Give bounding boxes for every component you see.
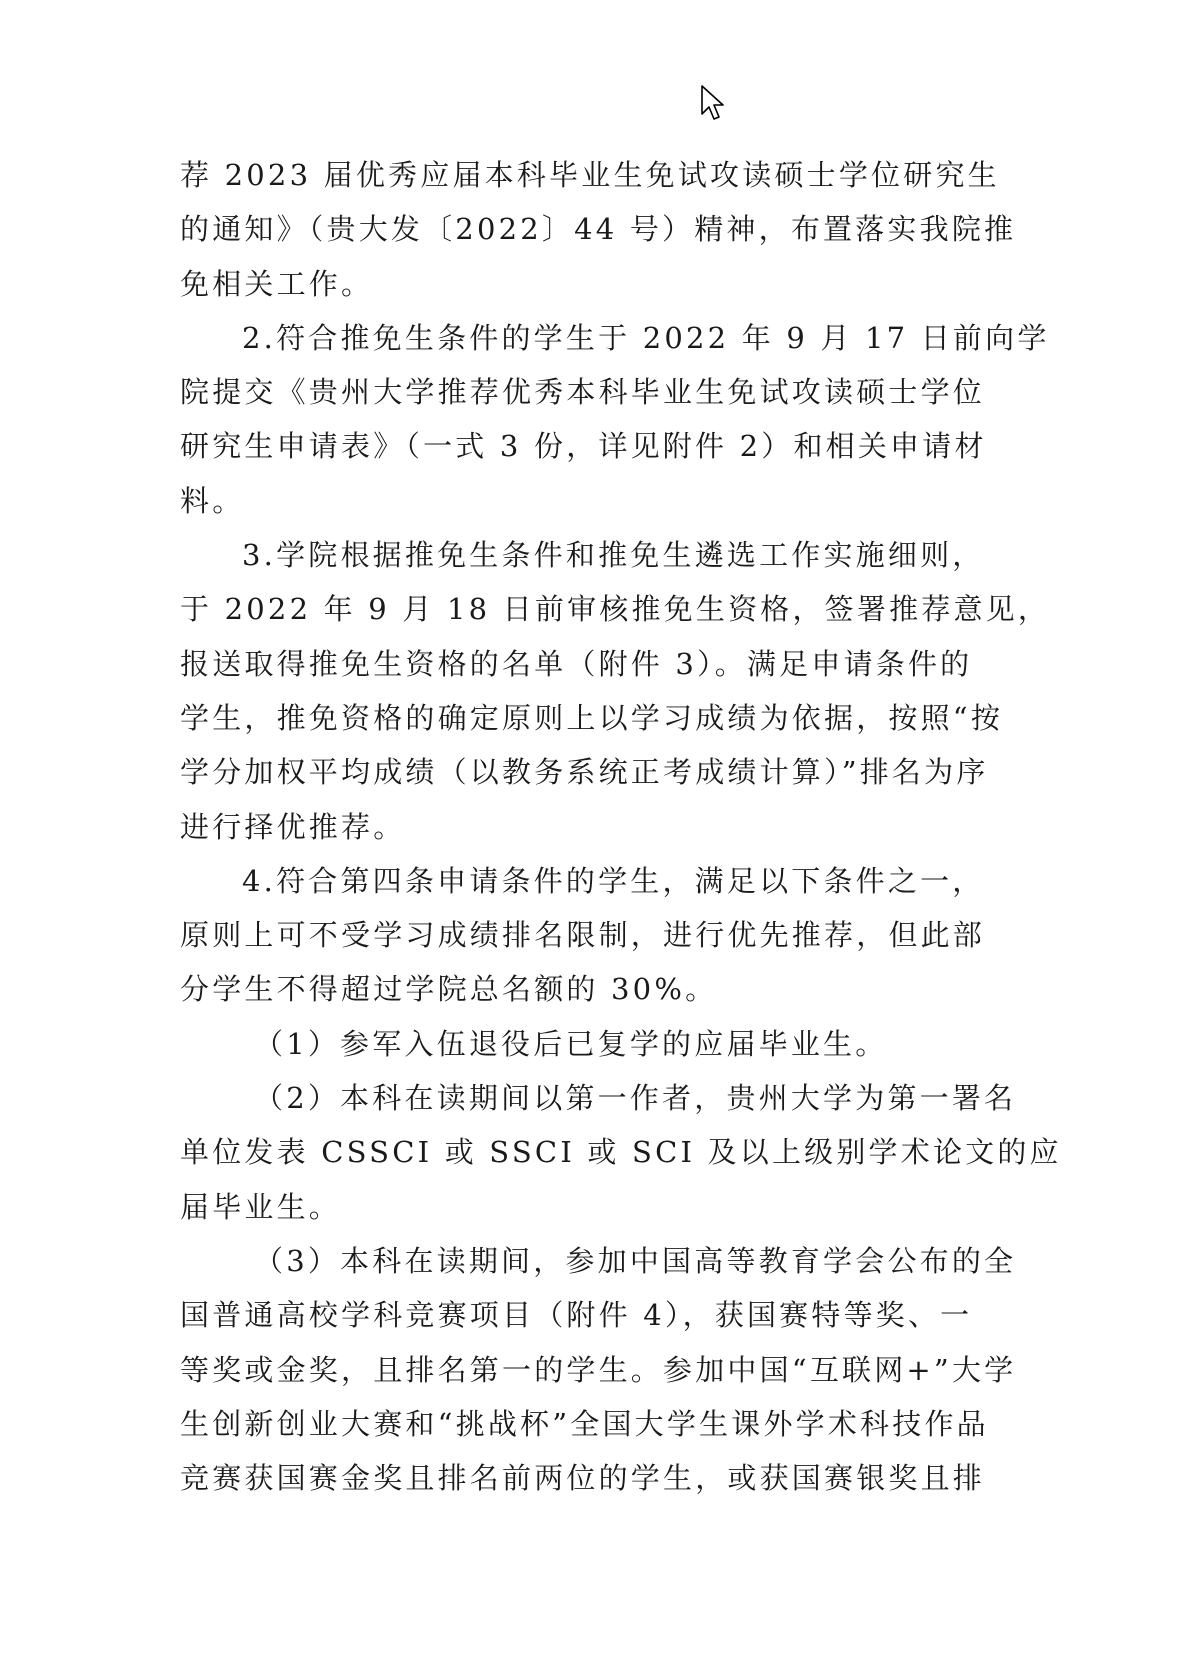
text-line: 分学生不得超过学院总名额的 30%。	[180, 972, 718, 1007]
text-line: 免相关工作。	[180, 266, 374, 301]
text-line: 国普通高校学科竞赛项目（附件 4），获国赛特等奖、一	[180, 1298, 973, 1333]
text-line: 研究生申请表》（一式 3 份，详见附件 2）和相关申请材	[180, 429, 987, 464]
mouse-pointer-icon	[700, 84, 726, 122]
text-line: 学分加权平均成绩（以教务系统正考成绩计算）”排名为序	[180, 755, 989, 790]
text-line: （2）本科在读期间以第一作者，贵州大学为第一署名	[254, 1081, 1017, 1116]
text-line: 进行择优推荐。	[180, 809, 406, 844]
text-line: 等奖或金奖，且排名第一的学生。参加中国“互联网+”大学	[180, 1352, 1017, 1387]
text-line: 学生，推免资格的确定原则上以学习成绩为依据，按照“按	[180, 700, 1004, 735]
text-line: （1）参军入伍退役后已复学的应届毕业生。	[254, 1026, 888, 1061]
text-line: 的通知》（贵大发〔2022〕44 号）精神，布置落实我院推	[180, 212, 1017, 247]
document-body	[180, 148, 1062, 1505]
text-line: （3）本科在读期间，参加中国高等教育学会公布的全	[254, 1243, 1017, 1278]
text-line: 于 2022 年 9 月 18 日前审核推免生资格，签署推荐意见，	[180, 592, 1051, 627]
text-line: 竞赛获国赛金奖且排名前两位的学生，或获国赛银奖且排	[180, 1461, 986, 1496]
text-line: 原则上可不受学习成绩排名限制，进行优先推荐，但此部	[180, 918, 986, 953]
text-line: 单位发表 CSSCI 或 SSCI 或 SCI 及以上级别学术论文的应	[180, 1135, 1062, 1170]
text-line: 料。	[180, 483, 245, 518]
text-line: 2.符合推免生条件的学生于 2022 年 9 月 17 日前向学	[242, 320, 1050, 355]
text-line: 3.学院根据推免生条件和推免生遴选工作实施细则，	[242, 538, 985, 573]
text-line: 4.符合第四条申请条件的学生，满足以下条件之一，	[242, 863, 985, 898]
text-line: 院提交《贵州大学推荐优秀本科毕业生免试攻读硕士学位	[180, 375, 986, 410]
text-line: 荐 2023 届优秀应届本科毕业生免试攻读硕士学位研究生	[180, 158, 1000, 192]
text-line: 届毕业生。	[180, 1189, 342, 1224]
text-line: 生创新创业大赛和“挑战杯”全国大学生课外学术科技作品	[180, 1406, 989, 1441]
text-line: 报送取得推免生资格的名单（附件 3）。满足申请条件的	[180, 646, 973, 681]
